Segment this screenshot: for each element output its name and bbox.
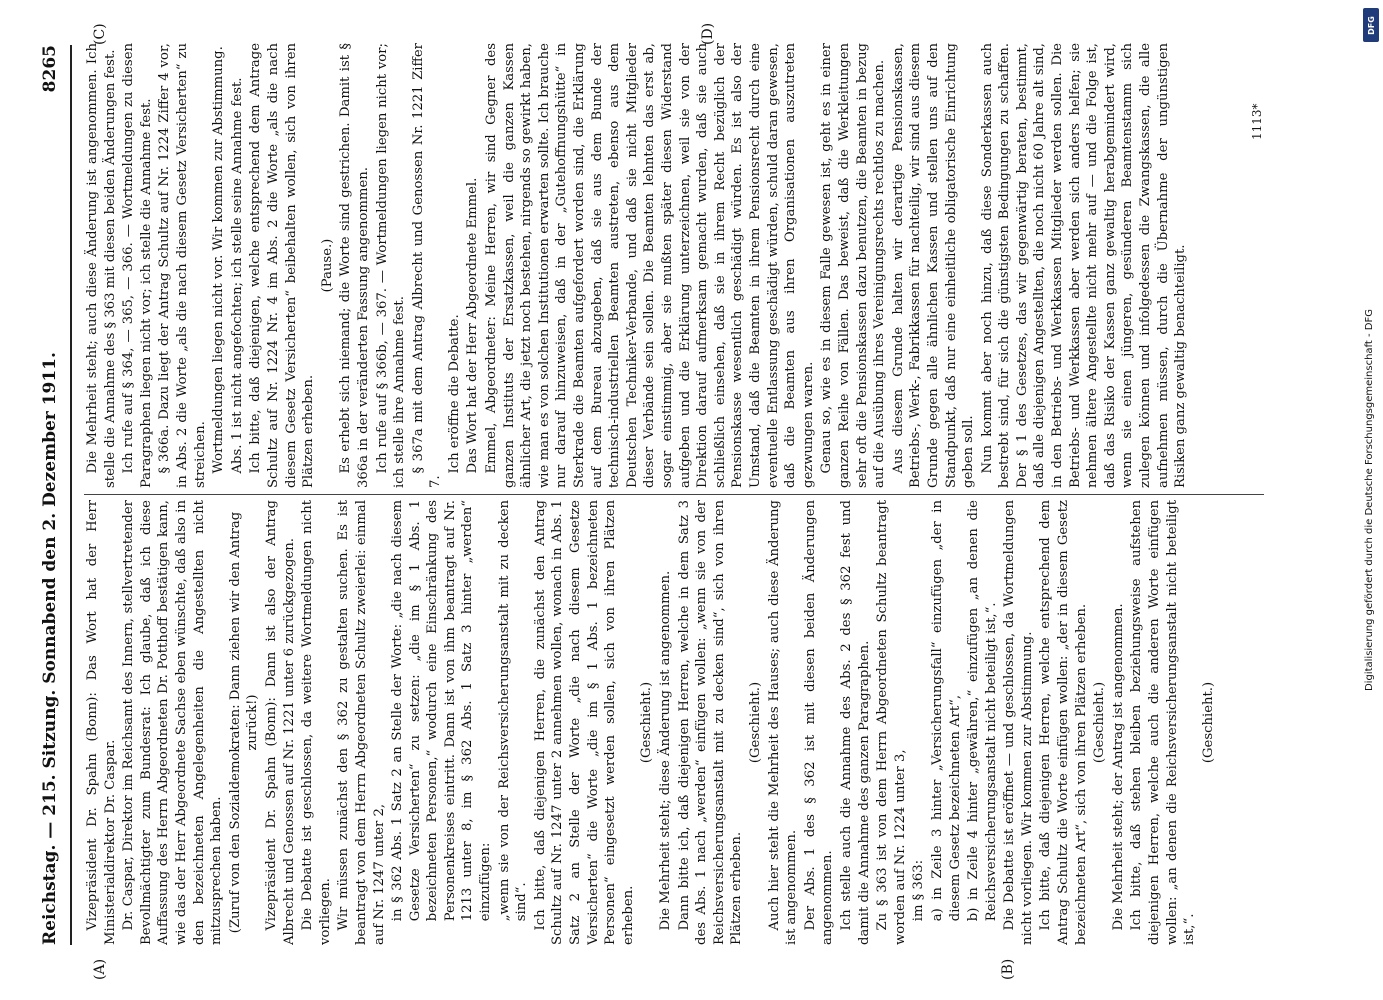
paragraph: Abs. 1 ist nicht angefochten; ich stelle seine Annahme fest. (229, 77, 245, 474)
margin-marker-c: (C) (92, 23, 108, 45)
paragraph: Dann bitte ich, daß diejenigen Herren, welche in dem Satz 3 des Abs. 1 nach „werden“ einfügen wollen: „wenn sie von der Reichsversicherungsanstalt mit zu decken sind“, sich von ihren Plätzen erheben. (676, 500, 745, 945)
digitization-note-text: Digitalisierung gefördert durch die Deutsche Forschungsgemeinschaft - DFG (1364, 309, 1375, 692)
paragraph: Emmel, Abgeordneter: Meine Herren, wir sind Gegner des ganzen Instituts der Ersatzkassen, weil die ganzen Kassen ähnlicher Art, die jetzt noch bestehen, nirgends so gewirkt haben, wie man es von solchen Institutionen erwarten sollte. Ich brauche nur darauf hinzuweisen, daß in der „Gutehoffnungshütte“ in Sterkrade die Beamten aufgefordert worden sind, die Erklärung auf dem Bureau abzugeben, daß sie aus dem Bunde der technisch-industriellen Beamten austreten, ebenso aus dem Deutschen Techniker-Verbande, und daß sie nicht Mitglieder dieser Verbände sein sollen. Die Beamten lehnten das erst ab, sogar einstimmig, aber sie mußten später diesen Widerstand aufgeben und die Erklärung unterzeichnen, weil sie von der Direktion darauf aufmerksam gemacht wurden, daß sie auch schließlich einsehen, daß sie in ihrem Recht bezüglich der Pensionskasse wesentlich geschädigt würden. Es ist also der Umstand, daß die Beamten in ihrem Pensionsrecht durch eine eventuelle Entlassung geschädigt würden, schuld daran gewesen, daß die Beamten aus ihren Organisationen auszutreten gezwungen waren. (484, 43, 816, 488)
paragraph: „wenn sie von der Reichsversicherungsanstalt mit zu decken sind“. (496, 500, 530, 922)
paragraph: (Pause.) (319, 238, 335, 293)
page-header (30, 45, 72, 945)
paragraph: Wortmeldungen liegen nicht vor. Wir kommen zur Abstimmung. (211, 46, 227, 474)
paragraph: a) in Zeile 3 hinter „Versicherungsfall“ einzufügen „der in diesem Gesetz bezeichneten Art“, (929, 500, 963, 922)
paragraph: (Zuruf von den Sozialdemokraten: Dann ziehen wir den Antrag zurück!) (227, 511, 261, 934)
paragraph: § 366a. Dazu liegt der Antrag Schultz auf Nr. 1224 Ziffer 4 vor, in Abs. 2 die Worte „als die nach diesem Gesetz Versicherten“ zu streichen. (157, 43, 208, 488)
paragraph: Die Mehrheit steht; auch diese Änderung ist angenommen. Ich stelle die Annahme des § 363 mit diesen beiden Änderungen fest. (85, 43, 118, 488)
page-number: 8265 (40, 45, 60, 93)
paragraph: Der Abs. 1 des § 362 ist mit diesen beiden Änderungen angenommen. (802, 500, 836, 945)
paragraph: (Geschieht.) (1092, 681, 1108, 764)
dfg-logo-icon (1363, 8, 1379, 42)
paragraph: Vizepräsident Dr. Spahn (Bonn): Das Wort hat der Herr Ministerialdirektor Dr. Caspar. (85, 500, 118, 945)
paragraph: Ich bitte, daß stehen bleiben beziehungsweise aufstehen diejenigen Herren, welche auch die anderen Worte einfügen wollen: „an denen die Reichsversicherungsanstalt nicht beteiligt ist,“. (1129, 500, 1198, 945)
dfg-logo-text: DFG (1366, 15, 1376, 35)
paragraph: Die Mehrheit steht; der Antrag ist angenommen. (1110, 603, 1126, 931)
paragraph: Ich rufe auf § 366b, — 367. — Wortmeldungen liegen nicht vor; ich stelle ihre Annahme fest. (374, 43, 408, 488)
paragraph: Auch hier steht die Mehrheit des Hauses; auch diese Änderung ist angenommen. (766, 500, 800, 945)
paragraph: Aus diesem Grunde halten wir derartige Pensionskassen, Betriebs-, Werk-, Fabrikkassen für nachteilig, wir sind aus diesem Grunde gegen alle ähnlichen Kassen und stellen uns auf den Standpunkt, daß nur eine einheitliche obligatorische Einrichtung geben soll. (890, 43, 977, 488)
paragraph: Die Debatte ist geschlossen, da weitere Wortmeldungen nicht vorliegen. (300, 500, 333, 945)
paragraph: Ich rufe auf § 364, — 365, — 366. — Wortmeldungen zu diesen Paragraphen liegen nicht vor; ich stelle die Annahme fest. (121, 43, 154, 488)
paragraph: (Geschieht.) (747, 681, 763, 764)
paragraph: Zu § 363 ist von dem Herrn Abgeordneten Schultz beantragt worden auf Nr. 1224 unter 3, (875, 500, 908, 945)
paragraph: (Geschieht.) (1200, 681, 1216, 764)
paragraph: Die Debatte ist eröffnet — und geschlossen, da Wortmeldungen nicht vorliegen. Wir kommen zur Abstimmung. (1002, 500, 1035, 945)
paragraph: Vizepräsident Dr. Spahn (Bonn): Dann ist also der Antrag Albrecht und Genossen auf Nr. 1221 unter 6 zurückgezogen. (263, 500, 297, 945)
paragraph: Ich eröffne die Debatte. (446, 314, 462, 474)
right-column (84, 43, 1264, 488)
paragraph: Ich bitte, daß diejenigen Herren, welche entsprechend dem Antrag Schultz die Worte einfügen wollen: „der in diesem Gesetz bezeichneten Art“, sich von ihren Plätzen erheben. (1038, 500, 1089, 945)
margin-marker-b: (B) (1000, 958, 1016, 980)
paragraph: Ich bitte, daß diejenigen, welche entsprechend dem Antrage Schultz auf Nr. 1224 Nr. 4 im Abs. 2 die Worte „als die nach diesem Gesetz Versicherten“ beibehalten wollen, sich von ihren Plätzen erheben. (248, 43, 317, 488)
paragraph: Das Wort hat der Herr Abgeordnete Emmel. (465, 177, 481, 474)
paragraph: (Geschieht.) (639, 681, 655, 764)
header-title: Reichstag. — 215. Sitzung. Sonnabend den 2. Dezember 1911. (40, 352, 60, 945)
paragraph: Es erhebt sich niemand; die Worte sind gestrichen. Damit ist § 366a in der veränderten Fassung angenommen. (338, 43, 371, 488)
paragraph: Die Mehrheit steht; diese Änderung ist angenommen. (658, 570, 673, 931)
paragraph: Ich bitte, daß diejenigen Herren, die zunächst den Antrag Schultz auf Nr. 1247 unter 2 annehmen wollen, wonach in Abs. 1 Satz 2 an Stelle der Worte „die nach diesem Gesetze Versicherten“ die Worte „die im § 1 Abs. 1 bezeichneten Personen“ eingesetzt werden sollen, sich von ihren Plätzen erheben. (532, 500, 636, 945)
paragraph: Nun kommt aber noch hinzu, daß diese Sonderkassen auch bestrebt sind, für sich die günstigsten Bedingungen zu schaffen. Der § 1 des Gesetzes, das wir gegenwärtig beraten, bestimmt, daß alle diejenigen Angestellten, die noch nicht 60 Jahre alt sind, in den Betriebs- und Werkkassen Mitglieder werden sollen. Die Betriebs- und Werkkassen aber werden sich anders helfen; sie nehmen ältere Angestellte nicht mehr auf — und die Folge ist, daß das Risiko der Kassen ganz gewaltig herabgemindert wird, wenn sie einen jüngeren, gesünderen Beamtenstamm sich zulegen können und infolgedessen die Zwangskassen, die alle aufnehmen müssen, durch die Übernahme der ungünstigen Risiken ganz gewaltig benachteiligt. (979, 43, 1189, 488)
paragraph: im § 363: (911, 859, 927, 922)
digitization-note (1363, 20, 1377, 980)
paragraph: in § 362 Abs. 1 Satz 2 an Stelle der Worte: „die nach diesem Gesetze Versicherten“ zu setzen: „die im § 1 Abs. 1 bezeichneten Personen,“ wodurch eine Einschränkung des Personenkreises eintritt. Dann ist von ihm beantragt auf Nr. 1213 unter 8, im § 362 Abs. 1 Satz 3 hinter „werden“ einzufügen: (390, 500, 494, 922)
margin-marker-d: (D) (700, 22, 716, 45)
signature-number: 1113* (1250, 103, 1264, 140)
paragraph: § 367a mit dem Antrag Albrecht und Genossen Nr. 1221 Ziffer 7. (410, 43, 444, 488)
margin-marker-a: (A) (92, 958, 108, 980)
paragraph: Wir müssen zunächst den § 362 zu gestalten suchen. Es ist beantragt von dem Herrn Abgeordneten Schultz zweierlei: einmal auf Nr. 1247 unter 2, (336, 500, 387, 945)
left-column (84, 500, 1264, 945)
paragraph: Dr. Caspar, Direktor im Reichsamt des Innern, stellvertretender Bevollmächtigter zum Bundesrat: Ich glaube, daß ich diese Auffassung des Herrn Abgeordneten Dr. Potthoff bestätigen kann, wie das der Herr Abgeordnete Sachse eben wünschte, daß also in den bezeichneten Angelegenheiten die Angestellten nicht mitzusprechen haben. (121, 500, 225, 945)
paragraph: Ich stelle auch die Annahme des Abs. 2 des § 362 fest und damit die Annahme des ganzen Paragraphen. (838, 500, 872, 945)
column-divider (84, 494, 1264, 495)
paragraph: b) in Zeile 4 hinter „gewähren,“ einzufügen „an denen die Reichsversicherungsanstalt nicht beteiligt ist,“. (966, 500, 999, 922)
paragraph: Genau so, wie es in diesem Falle gewesen ist, geht es in einer ganzen Reihe von Fällen. Das beweist, daß die Werkleitungen sehr oft die Pensionskassen dazu benutzen, die Beamten in bezug auf die Ausübung ihres Vereinigungsrechts rechtlos zu machen. (819, 43, 888, 488)
